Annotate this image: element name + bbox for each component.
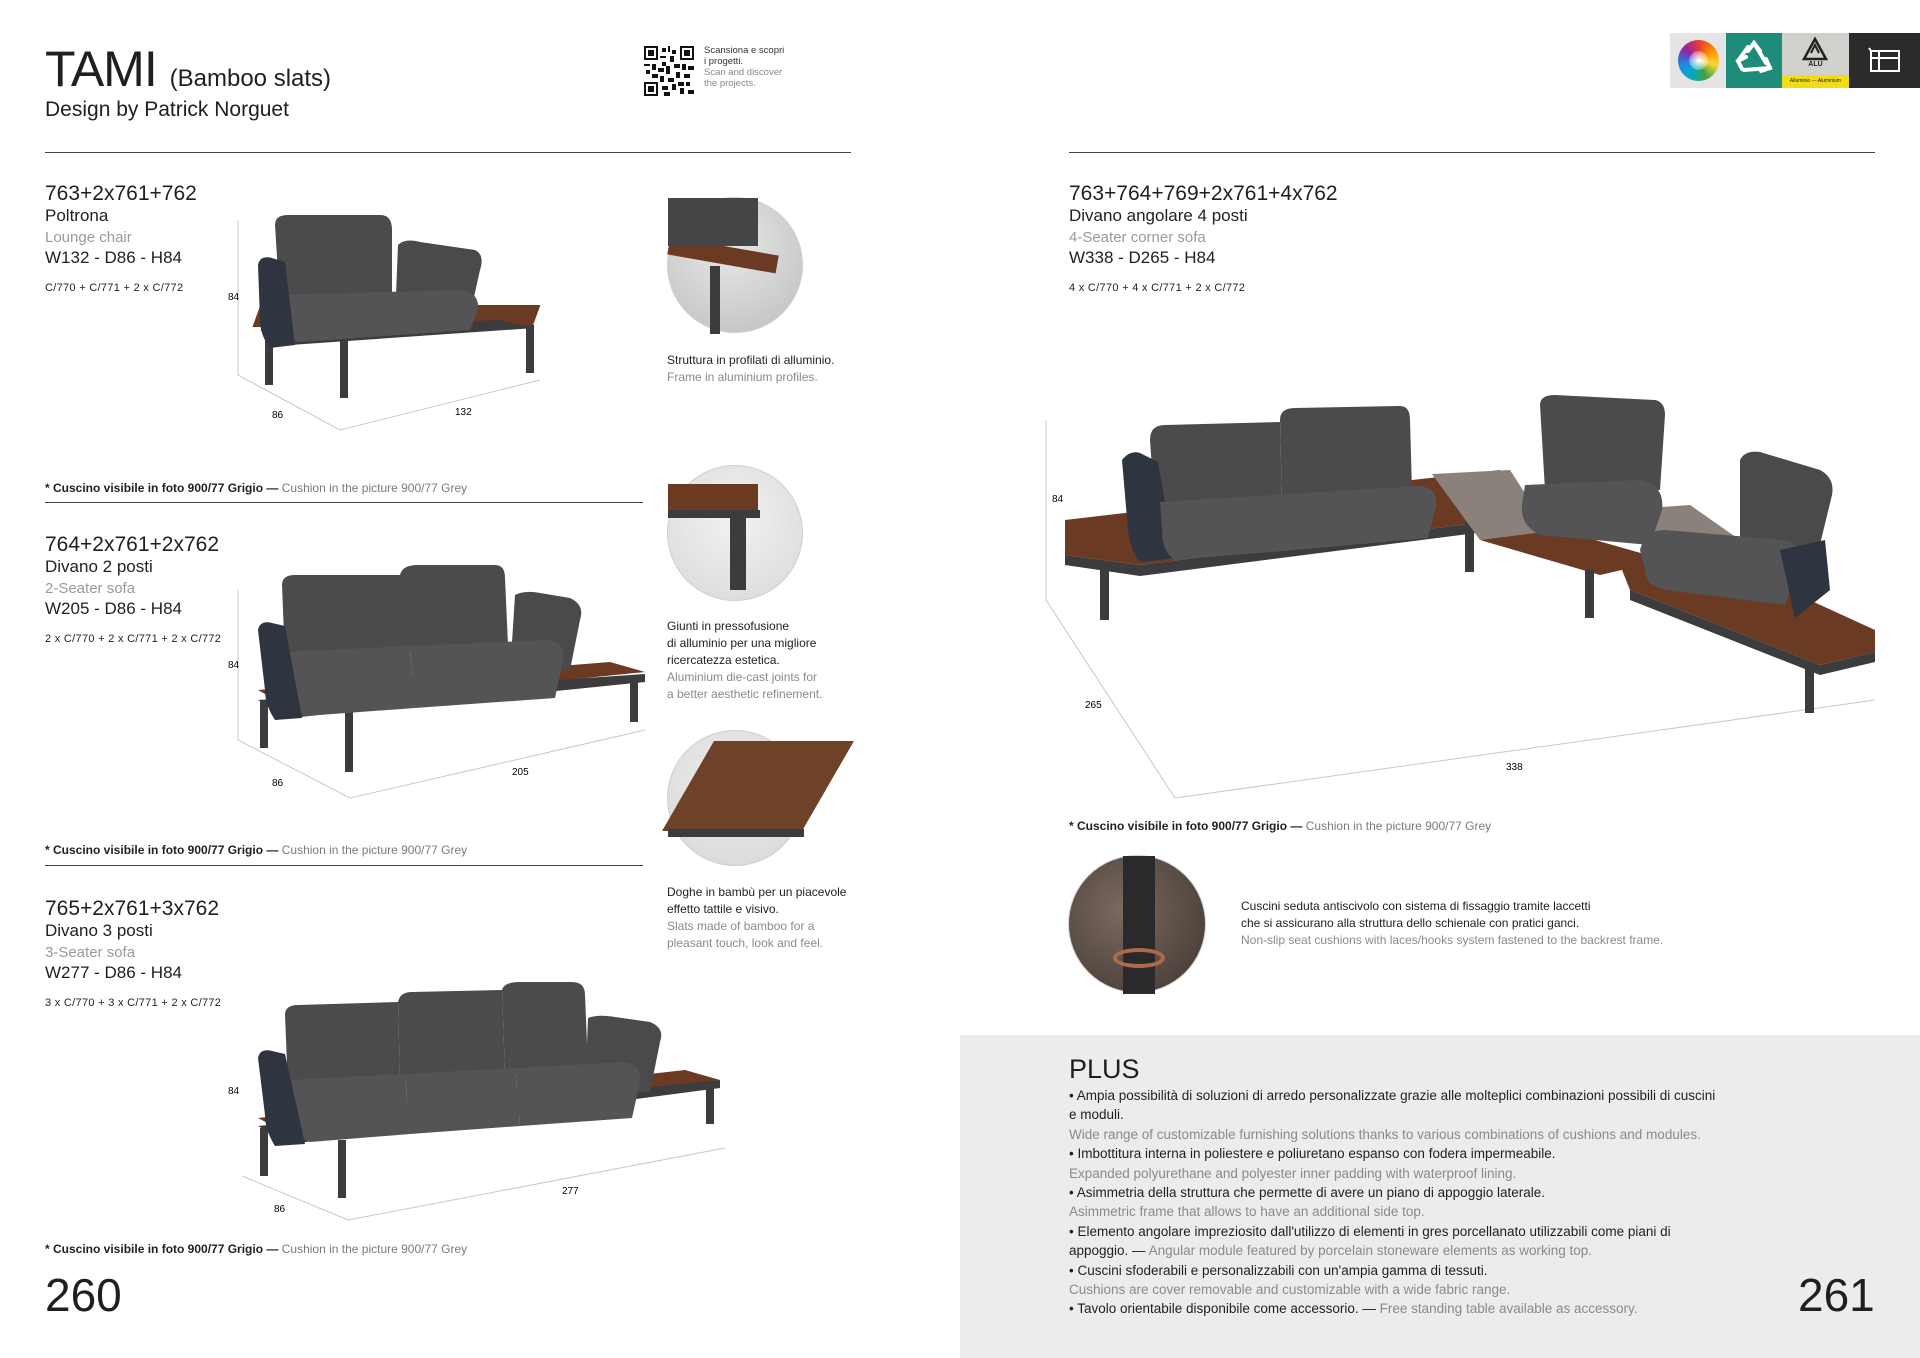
plus-title: PLUS (1069, 1054, 1140, 1084)
product-dims: W132 - D86 - H84 (45, 248, 182, 267)
detail-joint-text: Giunti in pressofusione di alluminio per una migliore ricercatezza estetica. Aluminium die-cast joints for a better aesthetic refinement. (667, 619, 823, 701)
product-code: 763+2x761+762 (45, 182, 197, 205)
product-2-seater-sofa (45, 533, 221, 645)
detail-frame-text: Struttura in profilati di alluminio. Frame in aluminium profiles. (667, 353, 835, 384)
svg-text:84: 84 (228, 660, 240, 671)
page-number-left: 260 (45, 1269, 122, 1321)
product-composition: 2 x C/770 + 2 x C/771 + 2 x C/772 (45, 633, 222, 645)
svg-text:84: 84 (228, 1086, 240, 1097)
product-composition: 3 x C/770 + 3 x C/771 + 2 x C/772 (45, 997, 222, 1009)
plus-item: • Elemento angolare impreziosito dall'utilizzo di elementi in gres porcellanato utilizzabili come piani di appoggio. — Angular module featured by porcelain stoneware elements as working top. (1069, 1223, 1671, 1259)
plus-item: • Cuscini sfoderabili e personalizzabili con un'ampia gamma di tessuti. Cushions are cover removable and customizable with a wide fabric range. (1069, 1262, 1511, 1298)
svg-text:86: 86 (274, 1204, 286, 1215)
plus-item: • Asimmetria della struttura che permette di avere un piano di appoggio laterale. Asimmetric frame that allows to have an additional side top. (1069, 1185, 1545, 1220)
catalog-icon[interactable] (1849, 33, 1920, 88)
lounge-chair-image (230, 210, 550, 430)
product-code: 764+2x761+2x762 (45, 533, 219, 556)
qr-code[interactable] (644, 46, 694, 96)
svg-text:338: 338 (1506, 762, 1523, 773)
svg-text:84: 84 (228, 292, 240, 303)
product-name-en: Lounge chair (45, 229, 132, 246)
plus-item: • Imbottitura interna in poliestere e poliuretano espanso con fodera impermeabile. Expanded polyurethane and polyester inner padding with waterproof lining. (1069, 1146, 1556, 1181)
svg-text:84: 84 (1052, 494, 1064, 505)
page-number-right: 261 (1798, 1269, 1875, 1321)
svg-text:86: 86 (272, 410, 284, 421)
header-rule-left (45, 152, 851, 153)
product-name-it: Divano 3 posti (45, 921, 153, 940)
svg-text:265: 265 (1085, 700, 1102, 711)
plus-item: • Ampia possibilità di soluzioni di arredo personalizzate grazie alle molteplici combinazioni possibili di cuscini e moduli. Wide range of customizable furnishing solutions thanks to various combinations of cushions and modules. (1069, 1088, 1716, 1142)
plus-list (1069, 1086, 1749, 1319)
svg-text:86: 86 (272, 778, 284, 789)
section-rule-1 (45, 502, 643, 503)
2-seater-sofa-image (230, 560, 650, 800)
product-name-en: 3-Seater sofa (45, 944, 136, 961)
header-rule-right (1069, 152, 1875, 153)
plus-item: • Tavolo orientabile disponibile come accessorio. — Free standing table available as accessory. (1069, 1301, 1638, 1317)
collection-name: TAMI (45, 41, 157, 97)
3-seater-sofa-image (230, 980, 730, 1225)
product-code: 763+764+769+2x761+4x762 (1069, 182, 1338, 205)
product-name-it: Divano 2 posti (45, 557, 153, 576)
product-name-en: 2-Seater sofa (45, 580, 136, 597)
cushion-note-2: * Cuscino visibile in foto 900/77 Grigio — Cushion in the picture 900/77 Grey (45, 843, 468, 857)
product-lounge-chair (45, 182, 197, 294)
brand-title (45, 40, 331, 98)
product-dims: W277 - D86 - H84 (45, 963, 182, 982)
product-name-it: Divano angolare 4 posti (1069, 206, 1248, 225)
product-composition: C/770 + C/771 + 2 x C/772 (45, 282, 184, 294)
detail-bamboo-image (667, 730, 803, 866)
recycle-icon (1726, 33, 1782, 88)
qr-caption: Scansiona e scopri i progetti. Scan and discover the projects. (704, 45, 785, 89)
product-composition: 4 x C/770 + 4 x C/771 + 2 x C/772 (1069, 282, 1246, 294)
color-wheel-icon (1670, 33, 1726, 88)
svg-text:205: 205 (512, 767, 529, 778)
designer-credit: Design by Patrick Norguet (45, 98, 289, 121)
detail-hook-text: Cuscini seduta antiscivolo con sistema di fissaggio tramite laccetti che si assicurano alla struttura dello schienale con pratici ganci. Non-slip seat cushions with laces/hooks system fastened to the backrest frame. (1241, 899, 1664, 947)
product-corner-sofa (1069, 182, 1338, 294)
product-dims: W338 - D265 - H84 (1069, 248, 1216, 267)
product-name-it: Poltrona (45, 206, 109, 225)
cushion-note-1: * Cuscino visibile in foto 900/77 Grigio — Cushion in the picture 900/77 Grey (45, 481, 468, 495)
detail-bamboo-text: Doghe in bambù per un piacevole effetto tattile e visivo. Slats made of bamboo for a pleasant touch, look and feel. (667, 885, 847, 950)
product-3-seater-sofa (45, 897, 221, 1009)
product-name-en: 4-Seater corner sofa (1069, 229, 1206, 246)
detail-joint-image (667, 465, 803, 601)
cushion-note-3: * Cuscino visibile in foto 900/77 Grigio — Cushion in the picture 900/77 Grey (45, 1242, 468, 1256)
svg-text:132: 132 (455, 407, 472, 418)
detail-frame-image (667, 197, 803, 333)
section-rule-2 (45, 865, 643, 866)
product-dims: W205 - D86 - H84 (45, 599, 182, 618)
corner-sofa-image (1040, 390, 1880, 810)
product-code: 765+2x761+3x762 (45, 897, 219, 920)
alu-recycle-icon: ALU Alluminio — Aluminium (1782, 33, 1849, 88)
cushion-note-4: * Cuscino visibile in foto 900/77 Grigio — Cushion in the picture 900/77 Grey (1069, 819, 1492, 833)
svg-text:277: 277 (562, 1186, 579, 1197)
detail-hook-image (1068, 855, 1206, 993)
collection-subtitle: (Bamboo slats) (169, 65, 332, 92)
